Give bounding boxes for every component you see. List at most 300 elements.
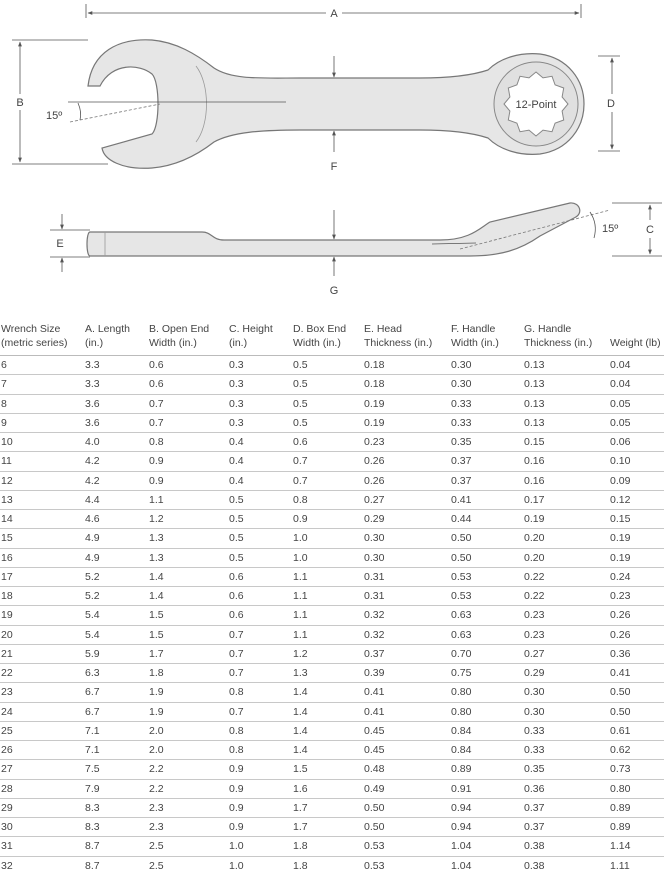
table-cell: 0.6 xyxy=(228,567,292,586)
table-cell: 5.4 xyxy=(84,606,148,625)
table-cell: 0.39 xyxy=(363,664,450,683)
table-cell: 0.49 xyxy=(363,779,450,798)
table-cell: 4.2 xyxy=(84,471,148,490)
table-row xyxy=(0,529,664,548)
table-cell: 1.7 xyxy=(292,818,363,837)
table-cell: 6 xyxy=(0,356,84,375)
table-cell: 0.31 xyxy=(363,587,450,606)
table-cell: 4.4 xyxy=(84,490,148,509)
table-cell: 0.13 xyxy=(523,394,609,413)
table-cell: 20 xyxy=(0,625,84,644)
table-cell: 0.6 xyxy=(148,356,228,375)
table-cell: 0.7 xyxy=(292,471,363,490)
column-header-line: Wrench Size xyxy=(1,323,61,335)
table-cell: 0.9 xyxy=(228,779,292,798)
table-cell: 1.4 xyxy=(292,702,363,721)
table-cell: 25 xyxy=(0,721,84,740)
table-cell: 0.23 xyxy=(363,433,450,452)
angle-side xyxy=(590,212,618,238)
table-cell: 0.09 xyxy=(609,471,664,490)
table-cell: 2.3 xyxy=(148,818,228,837)
table-body xyxy=(0,356,664,875)
table-cell: 0.89 xyxy=(609,818,664,837)
table-cell: 4.2 xyxy=(84,452,148,471)
table-cell: 1.04 xyxy=(451,859,472,872)
column-header-line: G. Handle xyxy=(524,323,572,335)
table-row xyxy=(0,510,664,529)
table-cell: 0.37 xyxy=(523,798,609,817)
table-cell: 27 xyxy=(0,760,84,779)
table-cell: 0.19 xyxy=(609,529,664,548)
table-cell: 16 xyxy=(0,548,84,567)
table-cell: 31 xyxy=(0,837,84,856)
table-cell: 0.13 xyxy=(523,375,609,394)
table-cell: 1.4 xyxy=(292,741,363,760)
table-cell: 29 xyxy=(0,798,84,817)
table-cell: 1.4 xyxy=(292,683,363,702)
table-cell: 0.29 xyxy=(363,510,450,529)
table-cell: 0.9 xyxy=(292,510,363,529)
table-row xyxy=(0,490,664,509)
table-cell: 0.33 xyxy=(450,413,523,432)
table-cell: 3.3 xyxy=(84,375,148,394)
box-end-label: 12-Point xyxy=(515,99,557,111)
table-cell: 0.35 xyxy=(523,760,609,779)
table-cell: 0.20 xyxy=(523,529,609,548)
table-cell: 7.5 xyxy=(84,760,148,779)
table-row xyxy=(0,741,664,760)
table-row xyxy=(0,567,664,586)
column-header xyxy=(363,322,450,356)
table-row xyxy=(0,471,664,490)
dimension-e xyxy=(50,214,90,272)
wrench-top-view xyxy=(88,40,584,168)
table-cell: 7.9 xyxy=(84,779,148,798)
table-cell: 0.30 xyxy=(450,375,523,394)
table-cell: 14 xyxy=(0,510,84,529)
table-cell: 0.31 xyxy=(363,567,450,586)
table-cell: 3.6 xyxy=(84,394,148,413)
table-cell: 0.75 xyxy=(450,664,523,683)
column-header-line: F. Handle xyxy=(451,323,496,335)
header-row xyxy=(0,322,664,356)
table-cell: 0.9 xyxy=(148,452,228,471)
table-row xyxy=(0,644,664,663)
table-row xyxy=(0,394,664,413)
table-cell: 0.6 xyxy=(148,375,228,394)
table-cell: 1.8 xyxy=(293,859,308,872)
column-header xyxy=(609,322,664,356)
table-cell: 0.23 xyxy=(609,587,664,606)
table-cell: 0.80 xyxy=(450,702,523,721)
table-cell: 1.1 xyxy=(292,587,363,606)
table-cell: 0.45 xyxy=(363,721,450,740)
table-row xyxy=(0,818,664,837)
table-row xyxy=(0,413,664,432)
table-header xyxy=(0,322,664,356)
table-cell: 0.32 xyxy=(363,625,450,644)
table-cell: 5.2 xyxy=(84,567,148,586)
table-cell: 0.80 xyxy=(609,779,664,798)
table-cell: 1.6 xyxy=(292,779,363,798)
table-cell: 11 xyxy=(0,452,84,471)
table-row xyxy=(0,356,664,375)
table-cell: 0.53 xyxy=(450,587,523,606)
column-header-line xyxy=(610,322,664,336)
table-cell: 0.8 xyxy=(148,433,228,452)
table-cell: 0.30 xyxy=(363,529,450,548)
table-cell: 1.04 xyxy=(450,837,523,856)
table-cell: 26 xyxy=(0,741,84,760)
column-header-line: Width (in.) xyxy=(451,337,499,349)
table-cell: 0.7 xyxy=(292,452,363,471)
table-cell: 0.70 xyxy=(450,644,523,663)
table-cell: 0.24 xyxy=(609,567,664,586)
table-cell: 18 xyxy=(0,587,84,606)
table-cell: 0.37 xyxy=(450,471,523,490)
table-cell: 1.1 xyxy=(292,567,363,586)
table-cell: 0.32 xyxy=(363,606,450,625)
table-cell: 8.7 xyxy=(84,837,148,856)
table-cell: 1.8 xyxy=(292,837,363,856)
table-cell: 1.2 xyxy=(148,510,228,529)
table-cell: 0.50 xyxy=(363,818,450,837)
table-cell: 0.50 xyxy=(450,548,523,567)
table-cell: 0.13 xyxy=(523,356,609,375)
table-cell: 4.6 xyxy=(84,510,148,529)
table-row xyxy=(0,606,664,625)
table-cell: 0.36 xyxy=(523,779,609,798)
table-cell: 8.3 xyxy=(84,798,148,817)
table-cell: 0.26 xyxy=(363,471,450,490)
table-row xyxy=(0,721,664,740)
table-cell: 1.0 xyxy=(292,529,363,548)
table-cell: 0.8 xyxy=(228,741,292,760)
table-cell: 0.89 xyxy=(609,798,664,817)
table-cell: 1.5 xyxy=(148,606,228,625)
table-cell: 0.7 xyxy=(148,413,228,432)
table-cell: 1.9 xyxy=(148,702,228,721)
table-row xyxy=(0,683,664,702)
table-cell: 0.30 xyxy=(523,702,609,721)
table-cell: 6.7 xyxy=(84,683,148,702)
table-cell: 0.05 xyxy=(609,394,664,413)
column-header-line: Weight (lb) xyxy=(610,337,661,349)
column-header xyxy=(292,322,363,356)
table-cell: 0.73 xyxy=(609,760,664,779)
table-cell: 0.53 xyxy=(364,859,385,872)
table-cell: 1.4 xyxy=(148,567,228,586)
table-cell: 0.5 xyxy=(228,529,292,548)
table-cell: 0.50 xyxy=(609,683,664,702)
table-cell: 0.23 xyxy=(523,625,609,644)
table-cell: 28 xyxy=(0,779,84,798)
wrench-side-view xyxy=(87,203,610,256)
table-cell: 0.94 xyxy=(450,798,523,817)
table-cell: 1.5 xyxy=(148,625,228,644)
table-cell: 2.0 xyxy=(148,721,228,740)
table-cell: 0.4 xyxy=(228,471,292,490)
table-cell: 0.30 xyxy=(363,548,450,567)
table-cell: 0.5 xyxy=(292,375,363,394)
table-cell: 21 xyxy=(0,644,84,663)
table-cell: 0.41 xyxy=(609,664,664,683)
table-cell: 7.1 xyxy=(84,741,148,760)
table-cell: 0.23 xyxy=(523,606,609,625)
column-header-line: Width (in.) xyxy=(149,337,197,349)
table-cell: 0.84 xyxy=(450,741,523,760)
table-row xyxy=(0,625,664,644)
table-cell: 0.5 xyxy=(292,356,363,375)
table-cell: 0.5 xyxy=(292,394,363,413)
table-cell: 0.6 xyxy=(292,433,363,452)
dimension-e-label: E xyxy=(56,238,64,250)
table-cell: 0.17 xyxy=(523,490,609,509)
table-cell: 19 xyxy=(0,606,84,625)
table-cell: 0.7 xyxy=(228,664,292,683)
table-cell: 0.6 xyxy=(228,587,292,606)
table-cell: 1.7 xyxy=(292,798,363,817)
column-header-line: C. Height xyxy=(229,323,273,335)
table-cell: 0.9 xyxy=(228,818,292,837)
table-cell: 15 xyxy=(0,529,84,548)
table-cell: 0.20 xyxy=(523,548,609,567)
table-cell: 1.7 xyxy=(148,644,228,663)
column-header-line: (in.) xyxy=(85,337,104,349)
table-cell: 1.11 xyxy=(610,859,630,872)
column-header-line: A. Length xyxy=(85,323,130,335)
table-cell: 1.8 xyxy=(148,664,228,683)
table-cell: 6.3 xyxy=(84,664,148,683)
table-cell: 9 xyxy=(0,413,84,432)
table-cell: 0.15 xyxy=(523,433,609,452)
table-cell: 8.7 xyxy=(85,859,100,872)
table-cell: 32 xyxy=(1,859,13,872)
table-cell: 0.4 xyxy=(228,452,292,471)
table-cell: 17 xyxy=(0,567,84,586)
table-cell: 5.9 xyxy=(84,644,148,663)
dimension-c xyxy=(612,203,662,256)
table-cell: 0.61 xyxy=(609,721,664,740)
table-cell: 0.62 xyxy=(609,741,664,760)
table-cell: 0.4 xyxy=(228,433,292,452)
table-cell: 0.37 xyxy=(450,452,523,471)
table-cell: 0.38 xyxy=(523,837,609,856)
table-cell: 0.26 xyxy=(609,625,664,644)
table-cell: 0.9 xyxy=(148,471,228,490)
table-cell: 0.5 xyxy=(292,413,363,432)
table-cell: 1.3 xyxy=(292,664,363,683)
table-row xyxy=(0,433,664,452)
wrench-dimension-diagram xyxy=(0,0,664,310)
table-cell: 1.14 xyxy=(609,837,664,856)
table-cell: 6.7 xyxy=(84,702,148,721)
table-cell: 0.3 xyxy=(228,413,292,432)
table-cell: 0.3 xyxy=(228,394,292,413)
dimension-d xyxy=(598,56,620,151)
column-header-line: (in.) xyxy=(229,337,248,349)
table-cell: 1.3 xyxy=(148,529,228,548)
table-cell: 0.41 xyxy=(363,683,450,702)
column-header-line: Thickness (in.) xyxy=(524,337,593,349)
table-cell: 0.10 xyxy=(609,452,664,471)
table-cell: 0.8 xyxy=(228,721,292,740)
table-cell: 3.3 xyxy=(84,356,148,375)
table-cell: 0.7 xyxy=(228,702,292,721)
table-cell: 0.19 xyxy=(363,394,450,413)
table-cell: 2.3 xyxy=(148,798,228,817)
table-cell: 0.30 xyxy=(450,356,523,375)
table-cell: 0.37 xyxy=(363,644,450,663)
table-cell: 2.5 xyxy=(149,859,164,872)
dimension-a-label: A xyxy=(330,8,338,20)
column-header xyxy=(0,322,84,356)
table-cell: 0.19 xyxy=(609,548,664,567)
table-cell: 8.3 xyxy=(84,818,148,837)
table-cell: 1.0 xyxy=(229,859,244,872)
table-cell: 0.63 xyxy=(450,625,523,644)
table-cell: 0.27 xyxy=(363,490,450,509)
table-cell: 12 xyxy=(0,471,84,490)
table-cell: 30 xyxy=(0,818,84,837)
table-cell: 22 xyxy=(0,664,84,683)
table-cell: 0.6 xyxy=(228,606,292,625)
table-cell: 0.36 xyxy=(609,644,664,663)
table-cell: 2.0 xyxy=(148,741,228,760)
column-header-line: B. Open End xyxy=(149,323,210,335)
table-cell: 1.5 xyxy=(292,760,363,779)
table-row xyxy=(0,760,664,779)
table-cell: 0.89 xyxy=(450,760,523,779)
table-cell: 4.0 xyxy=(84,433,148,452)
table-cell: 0.30 xyxy=(523,683,609,702)
table-row xyxy=(0,548,664,567)
column-header xyxy=(450,322,523,356)
table-cell: 2.2 xyxy=(148,760,228,779)
table-cell: 5.4 xyxy=(84,625,148,644)
table-cell: 0.50 xyxy=(363,798,450,817)
table-cell: 4.9 xyxy=(84,548,148,567)
table-cell: 4.9 xyxy=(84,529,148,548)
table-cell: 0.80 xyxy=(450,683,523,702)
table-cell: 24 xyxy=(0,702,84,721)
table-cell: 0.35 xyxy=(450,433,523,452)
table-cell: 0.06 xyxy=(609,433,664,452)
table-cell: 0.3 xyxy=(228,375,292,394)
column-header xyxy=(523,322,609,356)
table-cell: 0.29 xyxy=(523,664,609,683)
column-header-line: (metric series) xyxy=(1,337,68,349)
table-row xyxy=(0,664,664,683)
table-cell: 2.2 xyxy=(148,779,228,798)
column-header-line: D. Box End xyxy=(293,323,347,335)
table-cell: 0.16 xyxy=(523,471,609,490)
column-header-line: Width (in.) xyxy=(293,337,341,349)
table-cell: 0.91 xyxy=(450,779,523,798)
table-row xyxy=(0,702,664,721)
table-row xyxy=(0,837,664,856)
wrench-side-body xyxy=(87,203,580,256)
table-cell: 0.41 xyxy=(363,702,450,721)
table-cell: 0.38 xyxy=(524,859,545,872)
dimension-d-label: D xyxy=(607,98,615,110)
table-cell: 0.22 xyxy=(523,587,609,606)
table-row xyxy=(0,587,664,606)
table-cell: 0.8 xyxy=(228,683,292,702)
table-cell: 8 xyxy=(0,394,84,413)
column-header xyxy=(228,322,292,356)
table-cell: 1.0 xyxy=(292,548,363,567)
table-cell: 0.13 xyxy=(523,413,609,432)
table-cell: 5.2 xyxy=(84,587,148,606)
dimension-g-label: G xyxy=(329,285,339,297)
table-cell: 23 xyxy=(0,683,84,702)
column-header xyxy=(84,322,148,356)
table-cell: 0.7 xyxy=(228,625,292,644)
column-header-line: Thickness (in.) xyxy=(364,337,433,349)
table-cell: 0.5 xyxy=(228,490,292,509)
table-cell: 0.48 xyxy=(363,760,450,779)
table-cell: 0.22 xyxy=(523,567,609,586)
table-cell: 0.27 xyxy=(523,644,609,663)
table-row xyxy=(0,856,664,875)
table-cell: 0.16 xyxy=(523,452,609,471)
table-cell: 1.1 xyxy=(148,490,228,509)
table-cell: 0.18 xyxy=(363,356,450,375)
table-cell: 0.19 xyxy=(363,413,450,432)
table-cell: 0.26 xyxy=(363,452,450,471)
table-cell: 0.53 xyxy=(363,837,450,856)
table-cell: 0.94 xyxy=(450,818,523,837)
wrench-spec-table xyxy=(0,322,664,875)
dimension-a xyxy=(86,4,581,20)
table-cell: 1.4 xyxy=(148,587,228,606)
table-cell: 0.19 xyxy=(523,510,609,529)
table-cell: 0.26 xyxy=(609,606,664,625)
column-header xyxy=(148,322,228,356)
table-cell: 0.33 xyxy=(450,394,523,413)
table-cell: 0.37 xyxy=(523,818,609,837)
table-cell: 0.7 xyxy=(148,394,228,413)
table-cell: 0.41 xyxy=(450,490,523,509)
table-cell: 7.1 xyxy=(84,721,148,740)
table-row xyxy=(0,452,664,471)
table-cell: 0.9 xyxy=(228,760,292,779)
table-cell: 1.1 xyxy=(292,625,363,644)
table-cell: 1.9 xyxy=(148,683,228,702)
angle-side-label: 15º xyxy=(602,223,619,235)
table-cell: 0.15 xyxy=(609,510,664,529)
table-cell: 0.50 xyxy=(450,529,523,548)
table-cell: 0.9 xyxy=(228,798,292,817)
table-cell: 0.18 xyxy=(363,375,450,394)
table-cell: 0.63 xyxy=(450,606,523,625)
table-cell: 3.6 xyxy=(84,413,148,432)
table-cell: 1.0 xyxy=(228,837,292,856)
table-cell: 0.45 xyxy=(363,741,450,760)
table-cell: 0.04 xyxy=(609,356,664,375)
table-row xyxy=(0,798,664,817)
angle-top-label: 15º xyxy=(46,110,63,122)
table-cell: 13 xyxy=(0,490,84,509)
table-cell: 1.1 xyxy=(292,606,363,625)
table-cell: 0.5 xyxy=(228,510,292,529)
table-cell: 0.3 xyxy=(228,356,292,375)
table-cell: 0.53 xyxy=(450,567,523,586)
table-cell: 1.3 xyxy=(148,548,228,567)
table-cell: 0.04 xyxy=(609,375,664,394)
dimension-f-label: F xyxy=(330,161,338,173)
